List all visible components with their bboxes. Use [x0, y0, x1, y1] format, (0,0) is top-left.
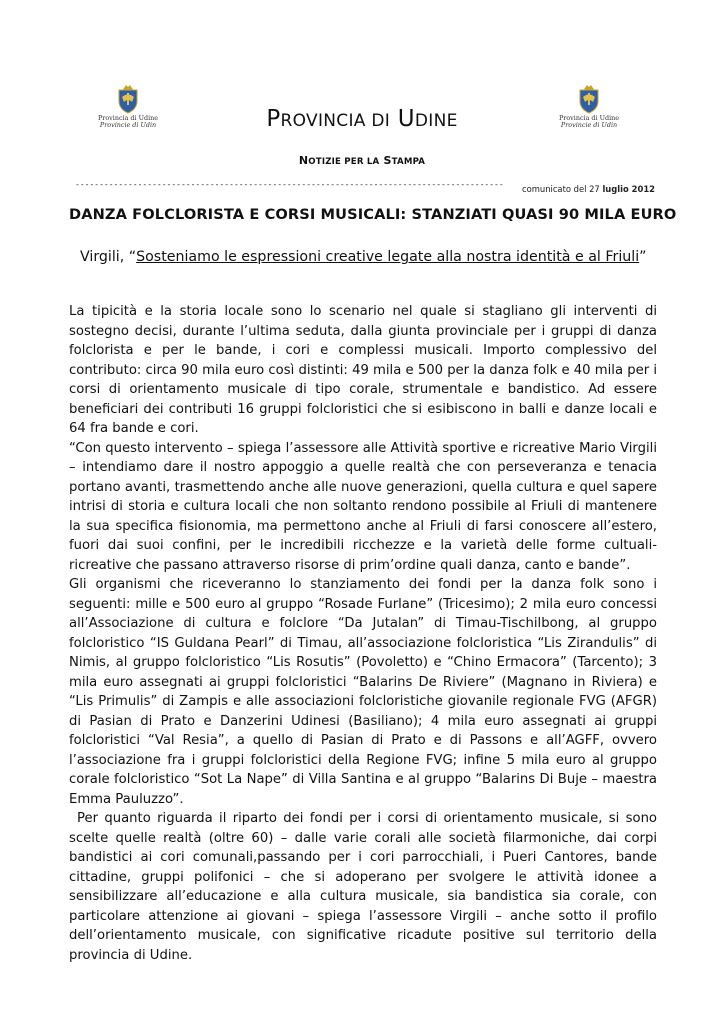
- subtitle-part-1: OTIZIE PER LA: [308, 157, 380, 167]
- quote-text: Sosteniamo le espressioni creative legate alla nostra identità e al Friuli: [136, 249, 640, 265]
- date-prefix: comunicato del 27: [522, 184, 600, 194]
- paragraph-3: Gli organismi che riceveranno lo stanziamento dei fondi per la danza folk sono i seguenti: mille e 500 euro al gruppo “Rosade Furlane” (Tricesimo); 2 mila euro concessi all’Associazione di cultura e folclore “Da Jutalan” di Timau-Tischilbong, al gruppo folcloristico “IS Guldana Pearl” di Timau, all’associazione folcloristica “Lis Zirandulis” di Nimis, al gruppo folcloristico “Lis Rosutis” (Povoletto) e “Chino Ermacora” (Tarcento); 3 mila euro assegnati ai gruppi folcloristici “Balarins De Riviere” (Magnano in Riviera) e “Lis Primulis” di Zampis e alle associazioni folcloristiche giovanile regionale FVG (AFGR) di Pasian di Prato e Danzerini Udinesi (Basiliano); 4 mila euro assegnati ai gruppi folcloristici “Val Resia”, a quello di Pasian di Prato e di Passons e all’AGFF, ovvero l’associazione fra i gruppi folcloristici della Regione FVG; infine 5 mila euro al gruppo corale folcloristico “Sot La Nape” di Villa Santina e al gruppo “Balarins Di Buje – maestra Emma Pauluzzo”.: [69, 577, 657, 807]
- date-month-year: luglio 2012: [602, 184, 655, 194]
- title-part-1: ROVINCIA DI: [280, 111, 391, 131]
- release-date: [522, 184, 655, 194]
- subtitle-part-2: TAMPA: [391, 157, 426, 167]
- article-headline: DANZA FOLCLORISTA E CORSI MUSICALI: STANZIATI QUASI 90 MILA EURO: [69, 206, 677, 223]
- quote-suffix: ”: [639, 249, 647, 265]
- subtitle-initial-n: N: [298, 154, 309, 167]
- paragraph-2: “Con questo intervento – spiega l’assessore alle Attività sportive e ricreative Mario Virgili – intendiamo dare il nostro appoggio a quelle realtà che con perseveranza e tenacia portano avanti, trasmettendo anche alle nuove generazioni, quella cultura e quel sapere intrisi di storia e cultura locali che non soltanto rendono possibile al Friuli di mantenere la sua specifica fisionomia, ma permettono anche al Friuli di farsi conoscere all’estero, fuori dai suoi confini, per le incredibili ricchezze e la varietà delle forme cultuali-ricreative che passano attraverso risorse di prim’ordine quali danza, canto e bande”.: [69, 440, 657, 573]
- article-body: [69, 302, 657, 965]
- logo-left-line1: Provincia di Udine: [97, 114, 159, 122]
- page-title: [0, 106, 724, 132]
- title-initial-u: U: [397, 106, 415, 132]
- subtitle-initial-s: S: [383, 154, 392, 167]
- quote-prefix: Virgili, “: [80, 249, 137, 265]
- logo-left-line2: Provincie di Udin: [99, 121, 157, 129]
- title-initial-p: P: [266, 106, 281, 132]
- paragraph-4: Per quanto riguarda il riparto dei fondi per i corsi di orientamento musicale, si sono scelte quelle realtà (oltre 60) – dalle varie corali alle società filarmoniche, dai corpi bandistici ai cori comunali,passando per i cori parrocchiali, i Pueri Cantores, bande cittadine, gruppi polifonici – che si adoperano per svolgere le attività idonee a sensibilizzare all’educazione e alla cultura musicale, sia bandistica sia corale, con particolare attenzione ai giovani – spiega l’assessore Virgili – anche sotto il profilo dell’orientamento musicale, con significative ricadute positive sul territorio della provincia di Udine.: [69, 811, 657, 963]
- paragraph-1: La tipicità e la storia locale sono lo scenario nel quale si stagliano gli interventi di sostegno decisi, durante l’ultima seduta, dalla giunta provinciale per i gruppi di danza folclorista e per le bande, i cori e complessi musicali. Importo complessivo del contributo: circa 90 mila euro così distinti: 49 mila e 500 per la danza folk e 40 mila per i corsi di orientamento musicale di tipo corale, strumentale e bandistico. Ad essere beneficiari dei contributi 16 gruppi folcloristici che si esibiscono in balli e danze locali e 64 fra bande e cori.: [69, 304, 657, 436]
- title-part-2: DINE: [414, 111, 458, 131]
- page-subtitle: [0, 154, 724, 167]
- article-quote: [80, 249, 680, 265]
- logo-right-line2: Provincie di Udin: [560, 121, 618, 129]
- logo-right-line1: Provincia di Udine: [558, 114, 620, 122]
- separator-line: -----------------------------------------------------------------------------------------: [75, 180, 504, 189]
